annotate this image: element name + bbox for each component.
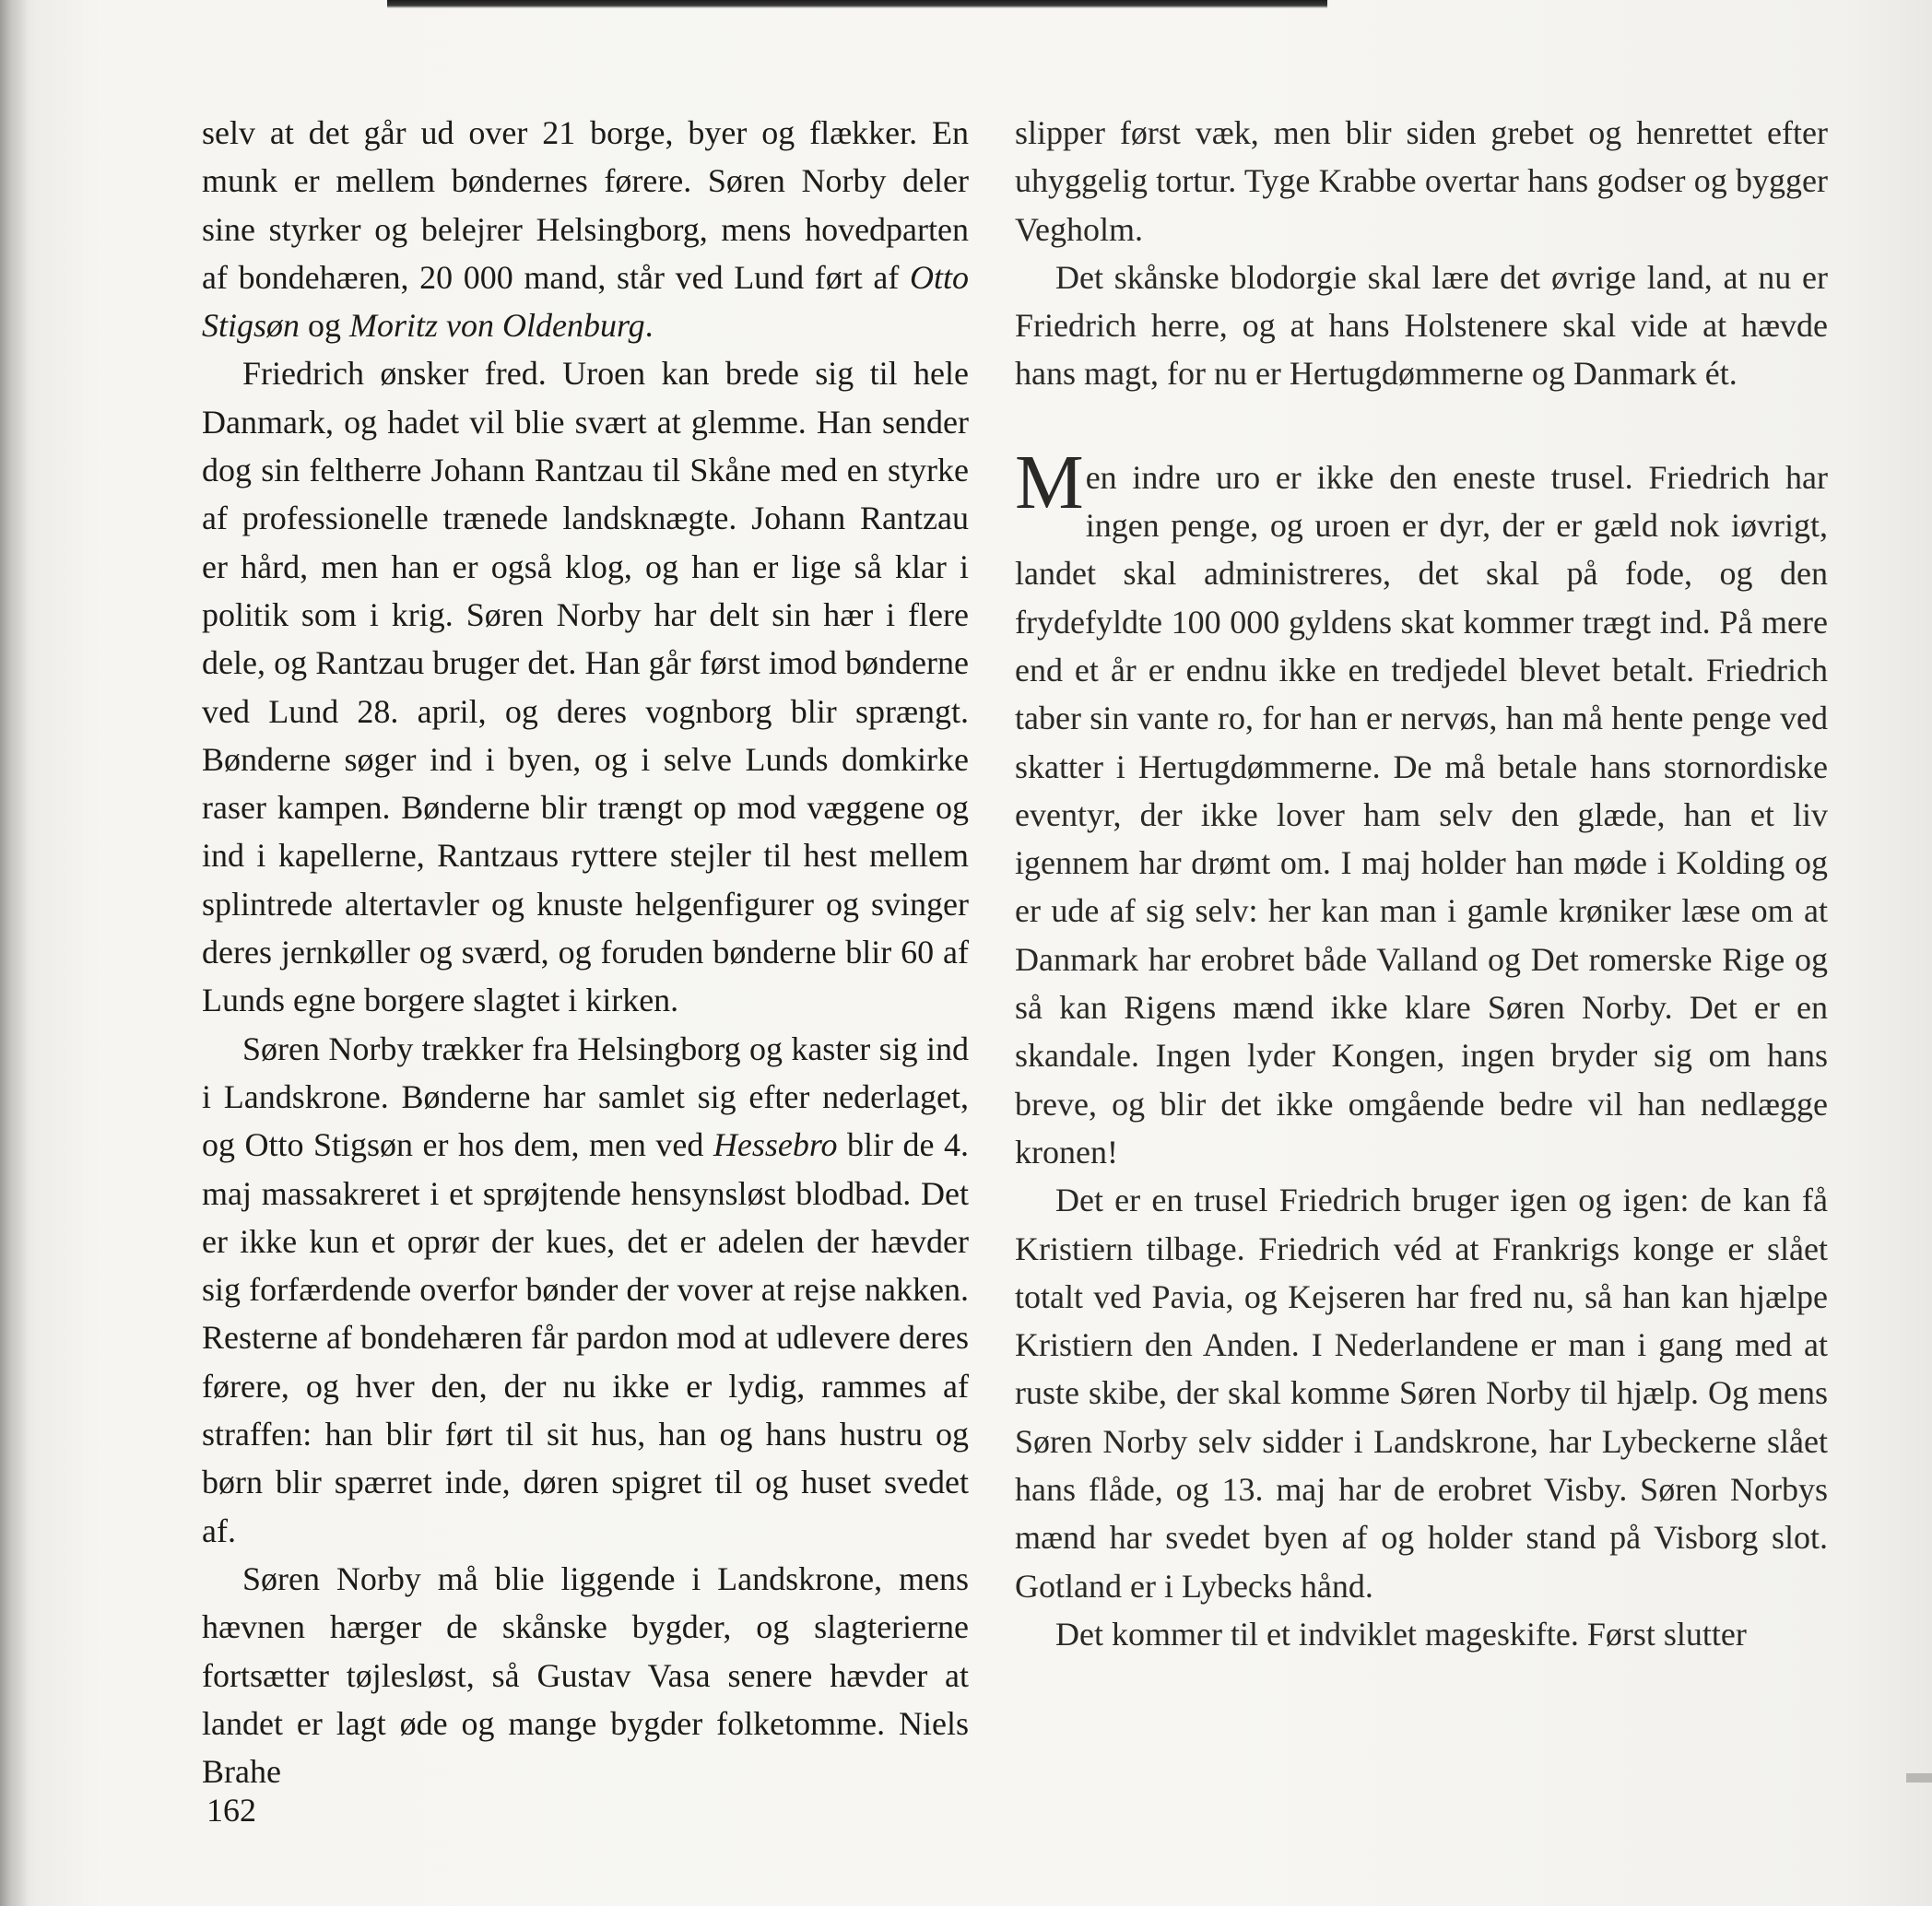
italic-name: Otto Stigsøn — [202, 258, 969, 345]
paragraph: Søren Norby må blie liggende i Landskrone, mens hævnen hærger de skånske bygder, og slagterierne fortsætter tøjlesløst, så Gustav Vasa senere hævder at landet er lagt øde og mange bygder folketomme. Niels Brahe — [202, 1559, 969, 1791]
paragraph: slipper først væk, men blir siden grebet og henrettet efter uhyggelig tortur. Tyge Krabbe overtar hans godser og bygger Vegholm. — [1015, 114, 1828, 248]
top-edge-shadow — [387, 0, 1327, 8]
paragraph: Det skånske blodorgie skal lære det øvrige land, at nu er Friedrich herre, og at hans Holstenere skal vide at hævde hans magt, for nu er Hertugdømmerne og Danmark ét. — [1015, 258, 1828, 393]
paragraph-text: Søren Norby trækker fra Helsingborg og kaster sig ind i Landskrone. Bønderne har samlet sig efter nederlaget, og Otto Stigsøn er hos dem, men ved — [202, 1029, 969, 1164]
page-number: 162 — [206, 1792, 256, 1829]
paragraph — [1015, 439, 1828, 1176]
binding-gutter — [0, 0, 28, 1906]
page-edge-marker — [1906, 1773, 1932, 1782]
paragraph: Det er en trusel Friedrich bruger igen og igen: de kan få Kristiern tilbage. Friedrich véd at Frankrigs konge er slået totalt ved Pavia, og Kejseren har fred nu, så han kan hjælpe Kristiern den Anden. I Nederlandene er man i gang med at ruste skibe, der skal komme Søren Norby til hjælp. Og mens Søren Norby selv sidder i Landskrone, har Lybeckerne slået hans flåde, og 13. maj har de erobret Visby. Søren Norbys mænd har svedet byen af og holder stand på Visborg slot. Gotland er i Lybecks hånd. — [1015, 1182, 1828, 1605]
drop-cap: M — [1015, 439, 1084, 525]
paragraph-text: selv at det går ud over 21 borge, byer og flækker. En munk er mellem bøndernes førere. Søren Norby deler sine styrker og belejrer Helsingborg, mens hovedparten af bondehæren, 20 000 mand, står ved Lund ført af — [202, 114, 969, 296]
paragraph-text: blir de 4. maj massakreret i et sprøjtende hensynsløst blodbad. Det er ikke kun et oprør der kues, det er adelen der hævder sig forfærdende overfor bønder der vover at rejse nakken. Resterne af bondehæren får pardon mod at udlevere deres førere, og hver den, der nu ikke er lydig, rammes af straffen: han blir ført til sit hus, han og hans hustru og børn blir spærret inde, døren spigret til og huset svedet af. — [202, 1126, 969, 1549]
right-text-column — [1015, 109, 1828, 1658]
section-break — [1015, 398, 1828, 453]
paragraph: Det kommer til et indviklet mageskifte. Først slutter — [1055, 1615, 1747, 1653]
italic-name: Moritz von Oldenburg — [349, 307, 645, 345]
paragraph — [202, 109, 969, 349]
paragraph-text: . — [644, 307, 654, 345]
left-text-column — [202, 109, 969, 1795]
paragraph-text: en indre uro er ikke den eneste trusel. Friedrich har ingen penge, og uroen er dyr, der er gæld nok iøvrigt, landet skal administreres, det skal på fode, og den frydefyldte 100 000 gyldens skat kommer trægt ind. På mere end et år er endnu ikke en tredjedel blevet betalt. Friedrich taber sin vante ro, for han er nervøs, han må hente penge ved skatter i Hertugdømmerne. De må betale hans stornordiske eventyr, der ikke lover ham selv den glæde, han et liv igennem har drømt om. I maj holder han møde i Kolding og er ude af sig selv: her kan man i gamle krøniker læse om at Danmark har erobret både Valland og Det romerske Rige og så kan Rigens mænd ikke klare Søren Norby. Det er en skandale. Ingen lyder Kongen, ingen bryder sig om hans breve, og blir det ikke omgående bedre vil han nedlægge kronen! — [1015, 458, 1828, 1171]
paragraph — [202, 1025, 969, 1555]
paragraph: Friedrich ønsker fred. Uroen kan brede sig til hele Danmark, og hadet vil blie svært at glemme. Han sender dog sin feltherre Johann Rantzau til Skåne med en styrke af professionelle trænede landsknægte. Johann Rantzau er hård, men han er også klog, og han er lige så klar i politik som i krig. Søren Norby har delt sin hær i flere dele, og Rantzau bruger det. Han går først imod bønderne ved Lund 28. april, og deres vognborg blir sprængt. Bønderne søger ind i byen, og i selve Lunds domkirke raser kampen. Bønderne blir trængt op mod væggene og ind i kapellerne, Rantzaus ryttere stejler til hest mellem splintrede altertavler og knuste helgenfigurer og svinger deres jernkøller og sværd, og foruden bønderne blir 60 af Lunds egne borgere slagtet i kirken. — [202, 355, 969, 1019]
paragraph-text: og — [300, 307, 350, 345]
italic-place: Hessebro — [713, 1126, 838, 1164]
